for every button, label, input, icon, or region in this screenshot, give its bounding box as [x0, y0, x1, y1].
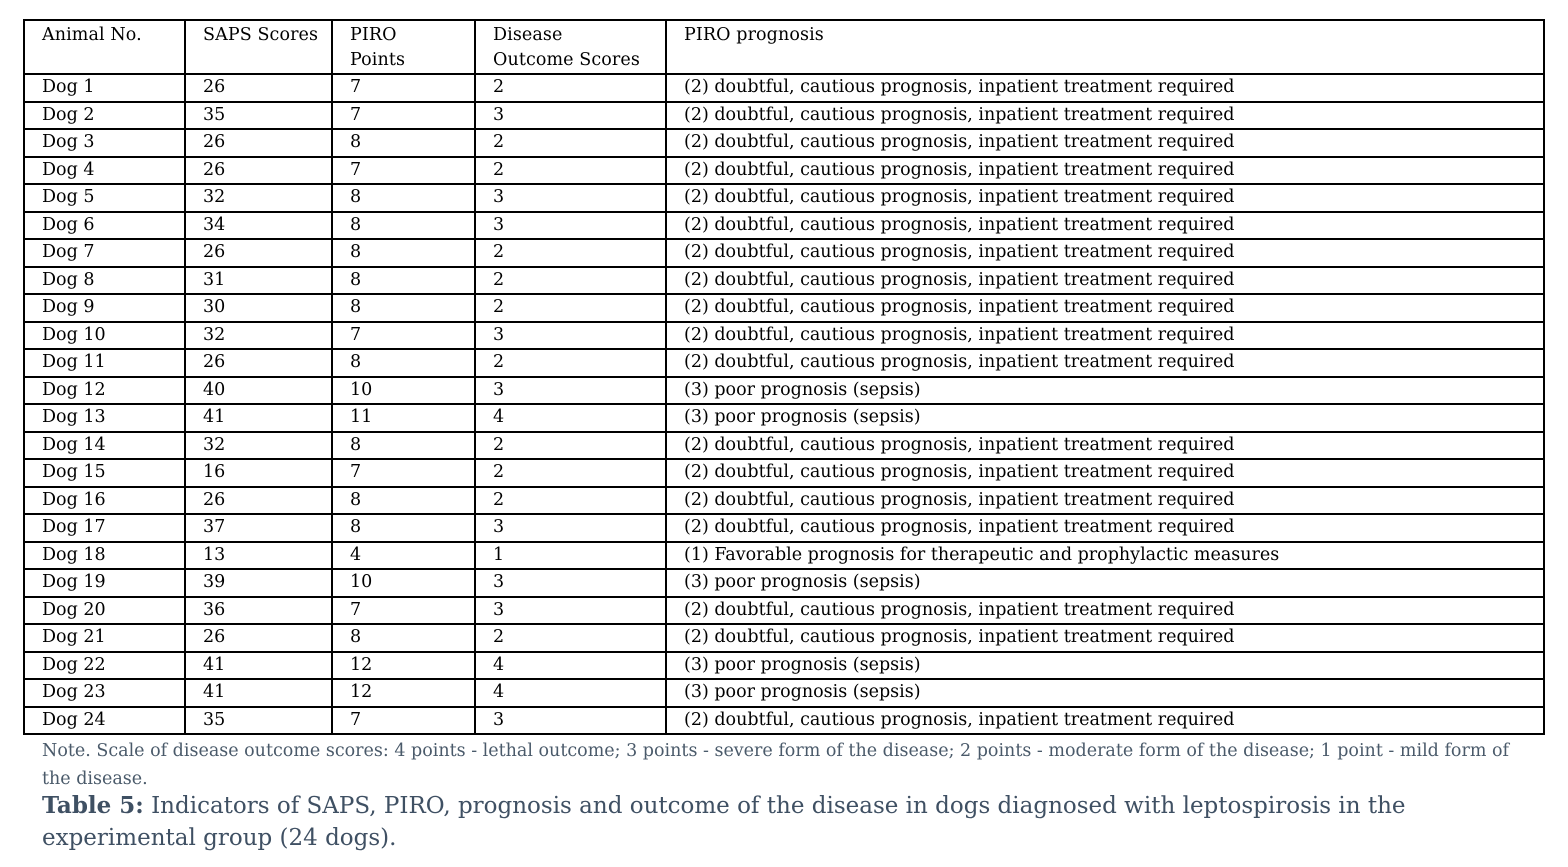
- cell-piro-prognosis: (2) doubtful, cautious prognosis, inpatient treatment required: [666, 322, 1544, 350]
- cell-animal-no: Dog 1: [24, 74, 185, 102]
- cell-piro-prognosis: (3) poor prognosis (sepsis): [666, 404, 1544, 432]
- table-row: [24, 157, 1544, 185]
- table-row: [24, 239, 1544, 267]
- cell-animal-no: Dog 4: [24, 157, 185, 185]
- cell-animal-no: Dog 5: [24, 184, 185, 212]
- table-row: [24, 74, 1544, 102]
- cell-saps-score: 13: [185, 542, 332, 570]
- cell-piro-points: 8: [332, 129, 475, 157]
- cell-piro-prognosis: (2) doubtful, cautious prognosis, inpatient treatment required: [666, 514, 1544, 542]
- cell-piro-points: 7: [332, 597, 475, 625]
- cell-outcome-score: 3: [475, 597, 666, 625]
- cell-animal-no: Dog 19: [24, 569, 185, 597]
- caption-label: Table 5:: [42, 792, 144, 819]
- cell-saps-score: 31: [185, 267, 332, 295]
- cell-animal-no: Dog 21: [24, 624, 185, 652]
- cell-animal-no: Dog 12: [24, 377, 185, 405]
- cell-piro-prognosis: (2) doubtful, cautious prognosis, inpatient treatment required: [666, 597, 1544, 625]
- header-saps-scores-line-1: SAPS Scores: [203, 25, 319, 45]
- cell-animal-no: Dog 18: [24, 542, 185, 570]
- cell-animal-no: Dog 10: [24, 322, 185, 350]
- cell-piro-points: 12: [332, 652, 475, 680]
- cell-piro-points: 8: [332, 267, 475, 295]
- cell-saps-score: 26: [185, 624, 332, 652]
- header-piro-points-line-1: PIRO: [350, 25, 397, 45]
- cell-animal-no: Dog 8: [24, 267, 185, 295]
- cell-saps-score: 32: [185, 322, 332, 350]
- cell-saps-score: 34: [185, 212, 332, 240]
- cell-saps-score: 16: [185, 459, 332, 487]
- cell-outcome-score: 2: [475, 267, 666, 295]
- cell-piro-points: 7: [332, 102, 475, 130]
- table-header: [24, 20, 1544, 74]
- table-row: [24, 679, 1544, 707]
- cell-piro-prognosis: (2) doubtful, cautious prognosis, inpatient treatment required: [666, 487, 1544, 515]
- cell-piro-prognosis: (2) doubtful, cautious prognosis, inpatient treatment required: [666, 129, 1544, 157]
- cell-saps-score: 30: [185, 294, 332, 322]
- cell-piro-prognosis: (2) doubtful, cautious prognosis, inpatient treatment required: [666, 349, 1544, 377]
- header-piro-points: [332, 20, 475, 74]
- cell-piro-points: 11: [332, 404, 475, 432]
- header-piro-prognosis: [666, 20, 1544, 74]
- table-row: [24, 267, 1544, 295]
- table-row: [24, 707, 1544, 735]
- cell-animal-no: Dog 7: [24, 239, 185, 267]
- cell-piro-points: 8: [332, 487, 475, 515]
- cell-piro-prognosis: (2) doubtful, cautious prognosis, inpatient treatment required: [666, 212, 1544, 240]
- cell-outcome-score: 3: [475, 377, 666, 405]
- cell-piro-points: 4: [332, 542, 475, 570]
- cell-animal-no: Dog 15: [24, 459, 185, 487]
- cell-piro-prognosis: (2) doubtful, cautious prognosis, inpatient treatment required: [666, 294, 1544, 322]
- cell-animal-no: Dog 14: [24, 432, 185, 460]
- cell-outcome-score: 2: [475, 157, 666, 185]
- header-disease-outcome-line-1: Disease: [493, 25, 563, 45]
- cell-saps-score: 26: [185, 157, 332, 185]
- cell-piro-points: 12: [332, 679, 475, 707]
- cell-piro-prognosis: (2) doubtful, cautious prognosis, inpatient treatment required: [666, 74, 1544, 102]
- cell-outcome-score: 2: [475, 349, 666, 377]
- cell-saps-score: 35: [185, 102, 332, 130]
- cell-piro-points: 8: [332, 432, 475, 460]
- header-saps-scores: [185, 20, 332, 74]
- cell-animal-no: Dog 9: [24, 294, 185, 322]
- cell-saps-score: 40: [185, 377, 332, 405]
- header-animal-no-line-1: Animal No.: [42, 25, 142, 45]
- cell-piro-prognosis: (2) doubtful, cautious prognosis, inpatient treatment required: [666, 102, 1544, 130]
- header-piro-points-line-2: Points: [350, 50, 406, 70]
- table-body: [24, 74, 1544, 734]
- cell-saps-score: 39: [185, 569, 332, 597]
- cell-animal-no: Dog 17: [24, 514, 185, 542]
- data-table-container: [23, 19, 1543, 735]
- cell-outcome-score: 4: [475, 679, 666, 707]
- cell-saps-score: 32: [185, 432, 332, 460]
- cell-outcome-score: 2: [475, 74, 666, 102]
- cell-outcome-score: 2: [475, 432, 666, 460]
- cell-animal-no: Dog 24: [24, 707, 185, 735]
- outcome-table: [23, 19, 1545, 735]
- cell-piro-points: 8: [332, 239, 475, 267]
- cell-piro-prognosis: (2) doubtful, cautious prognosis, inpatient treatment required: [666, 707, 1544, 735]
- cell-saps-score: 41: [185, 652, 332, 680]
- table-row: [24, 459, 1544, 487]
- cell-piro-prognosis: (2) doubtful, cautious prognosis, inpatient treatment required: [666, 239, 1544, 267]
- table-row: [24, 597, 1544, 625]
- table-caption: [42, 790, 1542, 854]
- cell-animal-no: Dog 22: [24, 652, 185, 680]
- cell-piro-prognosis: (2) doubtful, cautious prognosis, inpatient treatment required: [666, 432, 1544, 460]
- cell-outcome-score: 3: [475, 102, 666, 130]
- cell-saps-score: 37: [185, 514, 332, 542]
- cell-animal-no: Dog 3: [24, 129, 185, 157]
- cell-piro-points: 8: [332, 212, 475, 240]
- table-row: [24, 542, 1544, 570]
- cell-piro-points: 10: [332, 377, 475, 405]
- cell-outcome-score: 2: [475, 129, 666, 157]
- table-row: [24, 652, 1544, 680]
- header-disease-outcome-line-2: Outcome Scores: [493, 50, 640, 70]
- cell-animal-no: Dog 6: [24, 212, 185, 240]
- cell-piro-points: 7: [332, 157, 475, 185]
- cell-piro-prognosis: (1) Favorable prognosis for therapeutic and prophylactic measures: [666, 542, 1544, 570]
- cell-outcome-score: 2: [475, 624, 666, 652]
- header-row: [24, 20, 1544, 74]
- table-row: [24, 129, 1544, 157]
- cell-piro-points: 8: [332, 349, 475, 377]
- cell-animal-no: Dog 2: [24, 102, 185, 130]
- header-animal-no: [24, 20, 185, 74]
- cell-piro-points: 7: [332, 707, 475, 735]
- cell-piro-prognosis: (2) doubtful, cautious prognosis, inpatient treatment required: [666, 459, 1544, 487]
- table-row: [24, 349, 1544, 377]
- table-row: [24, 184, 1544, 212]
- table-row: [24, 294, 1544, 322]
- header-piro-prognosis-line-1: PIRO prognosis: [684, 25, 824, 45]
- cell-animal-no: Dog 20: [24, 597, 185, 625]
- table-row: [24, 404, 1544, 432]
- table-row: [24, 377, 1544, 405]
- cell-outcome-score: 3: [475, 184, 666, 212]
- cell-piro-prognosis: (3) poor prognosis (sepsis): [666, 377, 1544, 405]
- cell-saps-score: 41: [185, 404, 332, 432]
- cell-piro-points: 8: [332, 184, 475, 212]
- cell-saps-score: 36: [185, 597, 332, 625]
- table-row: [24, 102, 1544, 130]
- cell-saps-score: 26: [185, 349, 332, 377]
- cell-outcome-score: 3: [475, 514, 666, 542]
- table-row: [24, 212, 1544, 240]
- cell-animal-no: Dog 13: [24, 404, 185, 432]
- cell-outcome-score: 3: [475, 322, 666, 350]
- cell-saps-score: 26: [185, 239, 332, 267]
- cell-outcome-score: 2: [475, 294, 666, 322]
- cell-outcome-score: 3: [475, 569, 666, 597]
- cell-saps-score: 26: [185, 74, 332, 102]
- cell-outcome-score: 3: [475, 212, 666, 240]
- table-row: [24, 322, 1544, 350]
- cell-piro-points: 10: [332, 569, 475, 597]
- cell-outcome-score: 2: [475, 487, 666, 515]
- cell-saps-score: 26: [185, 129, 332, 157]
- cell-animal-no: Dog 16: [24, 487, 185, 515]
- cell-piro-prognosis: (3) poor prognosis (sepsis): [666, 679, 1544, 707]
- cell-piro-prognosis: (3) poor prognosis (sepsis): [666, 569, 1544, 597]
- cell-piro-points: 7: [332, 74, 475, 102]
- cell-piro-prognosis: (2) doubtful, cautious prognosis, inpatient treatment required: [666, 184, 1544, 212]
- header-disease-outcome-scores: [475, 20, 666, 74]
- cell-saps-score: 26: [185, 487, 332, 515]
- table-row: [24, 569, 1544, 597]
- cell-outcome-score: 2: [475, 459, 666, 487]
- cell-animal-no: Dog 11: [24, 349, 185, 377]
- cell-piro-points: 8: [332, 294, 475, 322]
- cell-animal-no: Dog 23: [24, 679, 185, 707]
- cell-outcome-score: 4: [475, 652, 666, 680]
- table-row: [24, 432, 1544, 460]
- cell-piro-prognosis: (3) poor prognosis (sepsis): [666, 652, 1544, 680]
- cell-outcome-score: 1: [475, 542, 666, 570]
- table-row: [24, 624, 1544, 652]
- table-row: [24, 487, 1544, 515]
- cell-piro-prognosis: (2) doubtful, cautious prognosis, inpatient treatment required: [666, 624, 1544, 652]
- caption-text: Indicators of SAPS, PIRO, prognosis and outcome of the disease in dogs diagnosed with leptospirosis in the experimental group (24 dogs).: [42, 793, 1406, 851]
- cell-piro-points: 8: [332, 514, 475, 542]
- cell-piro-points: 7: [332, 322, 475, 350]
- cell-saps-score: 32: [185, 184, 332, 212]
- table-row: [24, 514, 1544, 542]
- cell-outcome-score: 3: [475, 707, 666, 735]
- cell-saps-score: 35: [185, 707, 332, 735]
- cell-saps-score: 41: [185, 679, 332, 707]
- cell-outcome-score: 4: [475, 404, 666, 432]
- table-note: Note. Scale of disease outcome scores: 4 points - lethal outcome; 3 points - severe form of the disease; 2 points - moderate form of the disease; 1 point - mild form of the disease.: [42, 741, 1509, 789]
- cell-outcome-score: 2: [475, 239, 666, 267]
- cell-piro-prognosis: (2) doubtful, cautious prognosis, inpatient treatment required: [666, 267, 1544, 295]
- cell-piro-points: 7: [332, 459, 475, 487]
- cell-piro-prognosis: (2) doubtful, cautious prognosis, inpatient treatment required: [666, 157, 1544, 185]
- cell-piro-points: 8: [332, 624, 475, 652]
